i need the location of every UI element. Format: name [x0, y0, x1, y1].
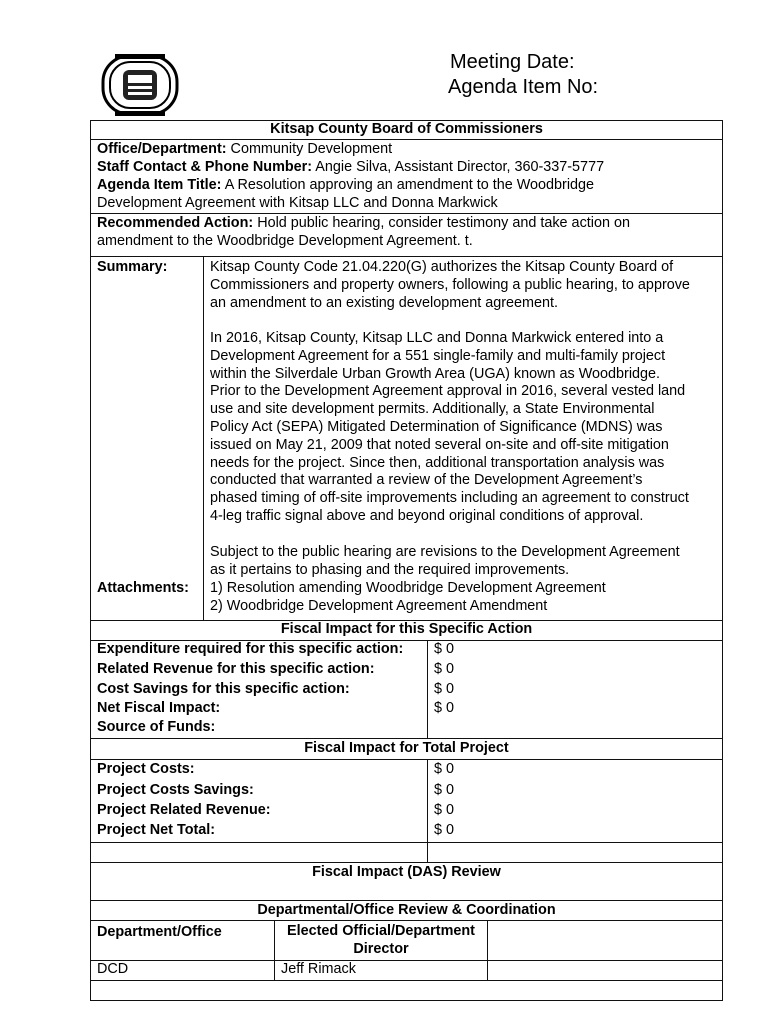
project-row-label: Project Costs:	[97, 761, 195, 777]
office-label: Office/Department:	[97, 141, 227, 157]
attachment-item: 1) Resolution amending Woodbridge Development Agreement	[210, 580, 606, 596]
attachments-label: Attachments:	[97, 580, 189, 596]
coord-row-department: DCD	[97, 961, 129, 977]
project-row-label: Project Costs Savings:	[97, 782, 254, 798]
fiscal-row-label: Related Revenue for this specific action:	[97, 661, 375, 677]
staff-value: Angie Silva, Assistant Director, 360-337-5777	[315, 159, 605, 175]
fiscal-row-label: Cost Savings for this specific action:	[97, 681, 350, 697]
agenda-title-value: A Resolution approving an amendment to the Woodbridge	[224, 177, 595, 193]
summary-paragraph-3: Subject to the public hearing are revisions to the Development Agreement as it pertains to phasing and the required improvements.	[210, 544, 680, 578]
staff-label: Staff Contact & Phone Number:	[97, 159, 313, 175]
attachment-item: 2) Woodbridge Development Agreement Amendment	[210, 598, 548, 614]
recommended-label: Recommended Action:	[97, 215, 254, 231]
coord-col-department-header: Department/Office	[97, 924, 222, 940]
recommended-row	[97, 215, 630, 233]
agenda-title-continued: Development Agreement with Kitsap LLC and Donna Markwick	[97, 195, 498, 211]
fiscal-total-title: Fiscal Impact for Total Project	[304, 740, 509, 756]
fiscal-row-label: Expenditure required for this specific action:	[97, 641, 404, 657]
agenda-item-label: Agenda Item No:	[448, 76, 599, 98]
fiscal-row-label: Net Fiscal Impact:	[97, 700, 221, 716]
form-title: Kitsap County Board of Commissioners	[270, 121, 543, 137]
fiscal-row-value: $ 0	[434, 641, 455, 657]
recommended-value: Hold public hearing, consider testimony and take action on	[257, 215, 630, 231]
office-row	[97, 141, 392, 159]
summary-paragraph-1: Kitsap County Code 21.04.220(G) authorizes the Kitsap County Board of Commissioners and property owners, following a public hearing, to approve an amendment to an existing development agreement.	[210, 259, 690, 311]
fiscal-row-value: $ 0	[434, 661, 455, 677]
fiscal-specific-title: Fiscal Impact for this Specific Action	[280, 621, 533, 637]
fiscal-row-value: $ 0	[434, 681, 455, 697]
coord-row-director: Jeff Rimack	[281, 961, 356, 977]
project-row-label: Project Related Revenue:	[97, 802, 271, 818]
county-seal-logo	[101, 52, 179, 118]
recommended-continued: amendment to the Woodbridge Development Agreement. t.	[97, 233, 473, 249]
project-row-value: $ 0	[434, 782, 455, 798]
das-review-title: Fiscal Impact (DAS) Review	[312, 864, 501, 880]
fiscal-row-value: $ 0	[434, 700, 455, 716]
agenda-title-row	[97, 177, 594, 195]
office-value: Community Development	[230, 141, 393, 157]
project-row-label: Project Net Total:	[97, 822, 216, 838]
project-row-value: $ 0	[434, 822, 455, 838]
fiscal-row-label: Source of Funds:	[97, 719, 216, 735]
agenda-title-label: Agenda Item Title:	[97, 177, 222, 193]
coord-col-director-header: Elected Official/Department Director	[287, 923, 475, 957]
project-row-value: $ 0	[434, 802, 455, 818]
coordination-title: Departmental/Office Review & Coordination	[257, 902, 556, 918]
summary-label: Summary:	[97, 259, 168, 275]
project-row-value: $ 0	[434, 761, 455, 777]
staff-row	[97, 159, 604, 177]
summary-paragraph-2: In 2016, Kitsap County, Kitsap LLC and Donna Markwick entered into a Development Agreement for a 551 single-family and multi-family project within the Silverdale Urban Growth Area (UGA) known as Woodbridge. Prior to the Development Agreement approval in 2016, several vested land use and site development permits. Additionally, a State Environmental Policy Act (SEPA) Mitigated Determination of Significance (MDNS) was issued on May 21, 2009 that noted several on-site and off-site mitigation needs for the project. Since then, additional transportation analysis was conducted that warranted a review of the Development Agreement’s phased timing of off-site improvements including an agreement to construct 4-leg traffic signal above and beyond original conditions of approval.	[210, 330, 689, 524]
meeting-date-label: Meeting Date:	[450, 51, 575, 73]
